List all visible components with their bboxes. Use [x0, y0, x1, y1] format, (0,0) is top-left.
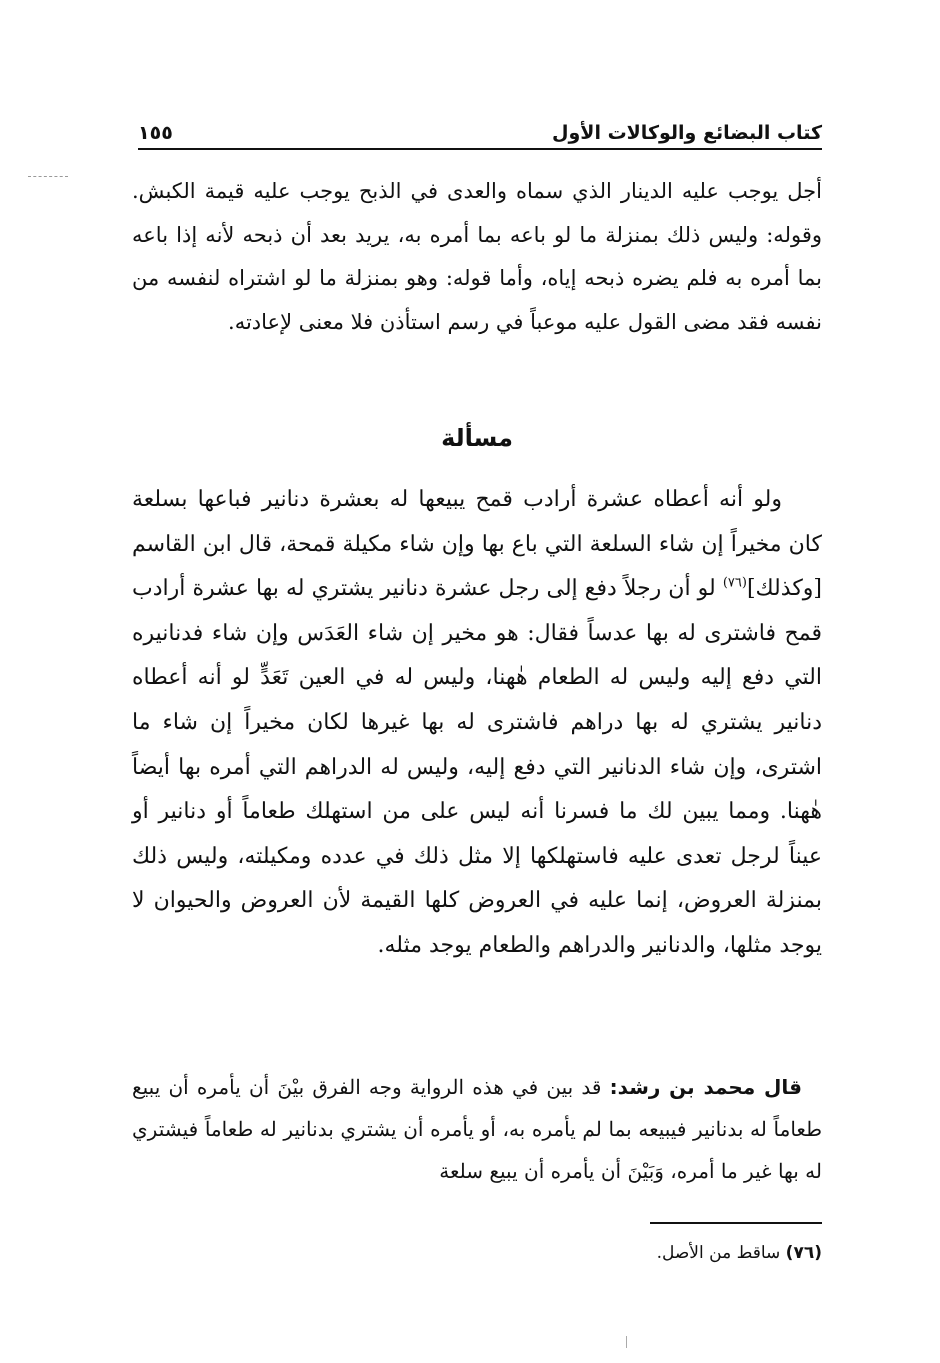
scan-speck [626, 1336, 627, 1348]
masala-paragraph [132, 478, 822, 969]
commentary-paragraph [132, 1066, 822, 1192]
section-title: مسألة [441, 424, 513, 452]
footnote-number: (٧٦) [785, 1243, 822, 1263]
footnote-text: ساقط من الأصل. [656, 1243, 786, 1263]
margin-mark [28, 176, 68, 179]
continuation-paragraph: أجل يوجب عليه الدينار الذي سماه والعدى في الذبح يوجب عليه قيمة الكبش. وقوله: وليس ذلك بمنزلة ما لو باعه بما أمره به، يريد بعد أن ذبحه لأنه إذا باعه بما أمره به فلم يضره ذبحه إياه، وأما قوله: وهو بمنزلة ما لو اشتراه لنفسه من نفسه فقد مضى القول عليه موعباً في رسم استأذن فلا معنى لإعادته. [132, 179, 822, 334]
running-header [138, 108, 822, 150]
commentary-speaker: قال محمد بن رشد: [609, 1075, 802, 1099]
footnote [300, 1238, 822, 1268]
footnote-reference: (٧٦) [722, 575, 747, 591]
continuation-text-block [132, 170, 822, 344]
footnote-divider [650, 1222, 822, 1224]
header-title: كتاب البضائع والوكالات الأول [552, 122, 822, 144]
masala-text-block [132, 478, 822, 969]
page-number: ١٥٥ [138, 122, 173, 144]
masala-text-part1: ولو أنه أعطاه عشرة أرادب قمح يبيعها له بعشرة دنانير فباعها بسلعة كان مخيراً إن شاء السلعة التي باع بها وإن شاء مكيلة قمحة، قال ابن القاسم [وكذلك] [132, 487, 822, 602]
commentary-block [132, 1066, 822, 1192]
masala-text-part2: لو أن رجلاً دفع إلى رجل عشرة دنانير يشتري له بها عشرة أرادب قمح فاشترى له بها عدساً فقال: هو مخير إن شاء العَدَس وإن شاء فدنانيره التي دفع إليه وليس له الطعام هٰهنا، وليس له في العين تَعَدٍّ لو أنه أعطاه دنانير يشتري له بها دراهم فاشترى له بها غيرها لكان مخيراً إن شاء ما اشترى، وإن شاء الدنانير التي دفع إليه، وليس له الدراهم التي أمره بها أيضاً هٰهنا. ومما يبين لك ما فسرنا أنه ليس على من استهلك طعاماً أو دنانير أو عيناً لرجل تعدى عليه فاستهلكها إلا مثل ذلك في عدده ومكيلته، وليس ذلك بمنزلة العروض، إنما عليه في العروض كلها القيمة لأن العروض والحيوان لا يوجد مثلها، والدنانير والدراهم والطعام يوجد مثله. [132, 576, 822, 958]
commentary-text: قد بين في هذه الرواية وجه الفرق بيْنَ أن يأمره أن يبيع طعاماً له بدنانير فيبيعه بما لم يأمره به، أو يأمره أن يشتري بدنانير له طعاماً فيشتري له بها غير ما أمره، وَبَيْنَ أن يأمره أن يبيع سلعة [132, 1075, 822, 1183]
